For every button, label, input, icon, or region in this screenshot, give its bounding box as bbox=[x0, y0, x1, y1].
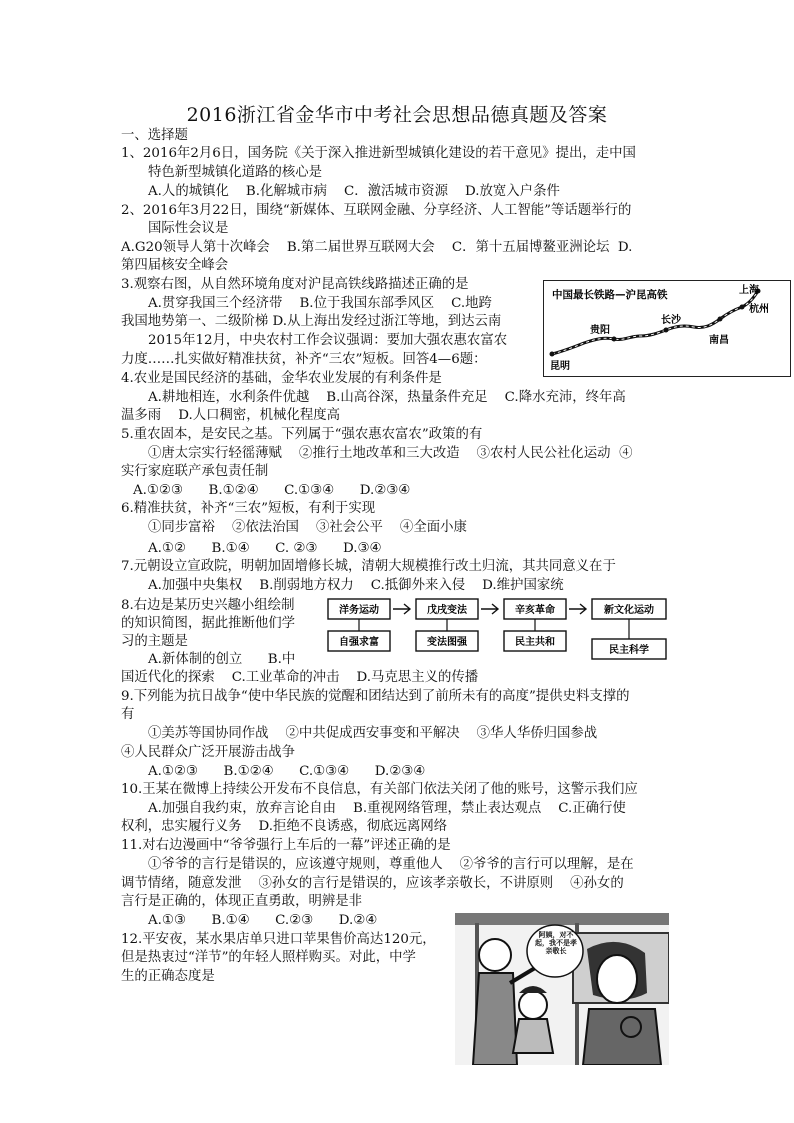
flow-label-bottom-3: 民主共和 bbox=[515, 637, 555, 648]
q6-stem: 6.精准扶贫，补齐“三农”短板，有利于实现 bbox=[121, 501, 376, 516]
grandpa-head bbox=[479, 939, 511, 971]
q6-options: A.①② B.①④ C. ②③ D.③④ bbox=[148, 541, 382, 556]
q1-stem: 1、2016年2月6日，国务院《关于深入推进新型城镇化建设的若干意见》提出，走中国 bbox=[121, 146, 636, 161]
q8-stem-cont: 的知识简图，据此推断他们学 bbox=[121, 616, 296, 631]
q11-options: A.①③ B.①④ C.②③ D.②④ bbox=[148, 913, 378, 928]
grandpa-body bbox=[473, 973, 517, 1065]
q4-options: A.耕地相连，水利条件优越 B.山高谷深，热量条件充足 C.降水充沛，终年高 bbox=[148, 390, 626, 405]
q10-options: A.加强自我约束，放弃言论自由 B.重视网络管理，禁止表达观点 C.正确行使 bbox=[148, 801, 626, 816]
flow-label-bottom-1: 自强求富 bbox=[339, 637, 379, 648]
q10-options-cont: 权利，忠实履行义务 D.拒绝不良诱惑，彻底远离网络 bbox=[121, 819, 448, 834]
q5-items-cont: 实行家庭联产承包责任制 bbox=[121, 464, 269, 479]
context-line-1: 2015年12月，中央农村工作会议强调：要加大强农惠农富农 bbox=[148, 333, 508, 348]
q5-options: A.①②③ B.①②④ C.①③④ D.②③④ bbox=[133, 483, 411, 498]
flow-arrow-2 bbox=[481, 604, 498, 614]
q6-items: ①同步富裕 ②依法治国 ③社会公平 ④全面小康 bbox=[148, 520, 467, 535]
city-label-shanghai: 上海 bbox=[739, 285, 759, 296]
q1-options: A.人的城镇化 B.化解城市病 C．激活城市资源 D.放宽入户条件 bbox=[148, 184, 560, 199]
city-dot-kunming bbox=[550, 352, 555, 357]
granddaughter-head bbox=[519, 991, 547, 1019]
page-title: 2016浙江省金华市中考社会思想品德真题及答案 bbox=[186, 104, 608, 126]
q11-items-cont2: 言行是正确的，体现正直勇敢，明辨是非 bbox=[121, 894, 363, 909]
city-dot-changsha bbox=[664, 328, 669, 333]
flow-arrow-1 bbox=[393, 604, 410, 614]
flow-label-top-2: 戊戌变法 bbox=[427, 605, 467, 616]
flow-label-top-4: 新文化运动 bbox=[604, 605, 654, 616]
q9-stem-cont: 有 bbox=[121, 707, 135, 722]
city-label-kunming: 昆明 bbox=[550, 361, 570, 372]
q5-items: ①唐太宗实行轻徭薄赋 ②推行土地改革和三大改造 ③农村人民公社化运动 ④ bbox=[148, 446, 633, 461]
cartoon-svg bbox=[455, 913, 669, 1065]
q8-stem-cont2: 习的主题是 bbox=[121, 634, 188, 649]
railway-map-svg bbox=[544, 281, 790, 376]
q2-options: A.G20领导人第十次峰会 B.第二届世界互联网大会 C．第十五届博鳌亚洲论坛 D. bbox=[121, 240, 633, 255]
flow-label-top-1: 洋务运动 bbox=[339, 605, 379, 616]
q10-stem: 10.王某在微博上持续公开发布不良信息，有关部门依法关闭了他的账号，这警示我们应 bbox=[121, 782, 638, 797]
q12-stem: 12.平安夜，某水果店单只进口苹果售价高达120元， bbox=[121, 932, 436, 947]
flow-arrow-3 bbox=[569, 604, 586, 614]
section-heading: 一、选择题 bbox=[121, 128, 188, 143]
city-label-nanchang: 南昌 bbox=[709, 335, 729, 346]
q4-options-cont: 温多雨 D.人口稠密，机械化程度高 bbox=[121, 408, 341, 423]
q1-stem-cont: 特色新型城镇化道路的核心是 bbox=[148, 165, 323, 180]
q8-options: A.新体制的创立 B.中 bbox=[148, 652, 296, 667]
q11-items-cont: 调节情绪，随意发泄 ③孙女的言行是错误的，应该孝亲敬长，不讲原则 ④孙女的 bbox=[121, 876, 624, 891]
flow-label-top-3: 辛亥革命 bbox=[515, 605, 555, 616]
speech-bubble-text: 阿姨，对不起，我不是孝亲敬长 bbox=[535, 931, 577, 955]
q9-stem: 9.下列能为抗日战争“使中华民族的觉醒和团结达到了前所未有的高度”提供史料支撑的 bbox=[121, 689, 630, 704]
q4-stem: 4.农业是国民经济的基础，金华农业发展的有利条件是 bbox=[121, 371, 442, 386]
flow-label-bottom-4: 民主科学 bbox=[609, 645, 649, 656]
q3-options-cont: 我国地势第一、二级阶梯 D.从上海出发经过浙江等地，到达云南 bbox=[121, 314, 502, 329]
history-flow-diagram bbox=[326, 597, 671, 663]
city-dot-hangzhou bbox=[740, 305, 745, 310]
granddaughter-hair bbox=[519, 986, 547, 993]
city-dot-nanchang bbox=[718, 317, 723, 322]
city-dot-guiyang bbox=[612, 337, 617, 342]
cartoon-illustration bbox=[455, 913, 669, 1065]
q11-stem: 11.对右边漫画中“爷爷强行上车后的一幕”评述正确的是 bbox=[121, 838, 451, 853]
railway-map bbox=[543, 280, 791, 377]
q9-items: ①美苏等国协同作战 ②中共促成西安事变和平解决 ③华人华侨归国参战 bbox=[148, 726, 598, 741]
q9-items-cont: ④人民群众广泛开展游击战争 bbox=[121, 745, 296, 760]
flow-label-bottom-2: 变法图强 bbox=[427, 637, 467, 648]
context-line-2: 力度……扎实做好精准扶贫，补齐“三农”短板。回答4—6题： bbox=[121, 352, 487, 367]
map-heading: 中国最长铁路—沪昆高铁 bbox=[552, 289, 668, 301]
q9-options: A.①②③ B.①②④ C.①③④ D.②③④ bbox=[148, 764, 426, 779]
city-label-guiyang: 贵阳 bbox=[590, 325, 610, 336]
city-label-hangzhou: 杭州 bbox=[749, 304, 769, 315]
q2-options-cont: 第四届核安全峰会 bbox=[121, 258, 229, 273]
q11-items: ①爷爷的言行是错误的，应该遵守规则，尊重他人 ②爷爷的言行可以理解，是在 bbox=[148, 857, 634, 872]
q7-stem: 7.元朝设立宣政院，明朝加固增修长城，清朝大规模推行改土归流，其共同意义在于 bbox=[121, 559, 616, 574]
woman-face bbox=[597, 955, 637, 1003]
q5-stem: 5.重农固本，是安民之基。下列属于“强农惠农富农”政策的有 bbox=[121, 427, 483, 442]
bus-ceiling bbox=[455, 913, 669, 925]
q7-options: A.加强中央集权 B.削弱地方权力 C.抵御外来入侵 D.维护国家统 bbox=[148, 578, 564, 593]
q8-stem: 8.右边是某历史兴趣小组绘制 bbox=[121, 598, 295, 613]
q8-options-cont: 国近代化的探索 C.工业革命的冲击 D.马克思主义的传播 bbox=[121, 670, 479, 685]
woman-body bbox=[583, 1009, 661, 1065]
q12-stem-cont2: 生的正确态度是 bbox=[121, 969, 215, 984]
city-label-changsha: 长沙 bbox=[661, 315, 681, 326]
q3-options: A.贯穿我国三个经济带 B.位于我国东部季风区 C.地跨 bbox=[148, 296, 492, 311]
q12-stem-cont: 但是热衷过“洋节”的年轻人照样购买。对此，中学 bbox=[121, 950, 416, 965]
q2-stem: 2、2016年3月22日，围绕“新媒体、互联网金融、分享经济、人工智能”等话题举行的 bbox=[121, 203, 632, 218]
granddaughter-body bbox=[513, 1019, 553, 1053]
q3-stem: 3.观察右图，从自然环境角度对沪昆高铁线路描述正确的是 bbox=[121, 277, 469, 292]
q2-stem-cont: 国际性会议是 bbox=[148, 221, 229, 236]
